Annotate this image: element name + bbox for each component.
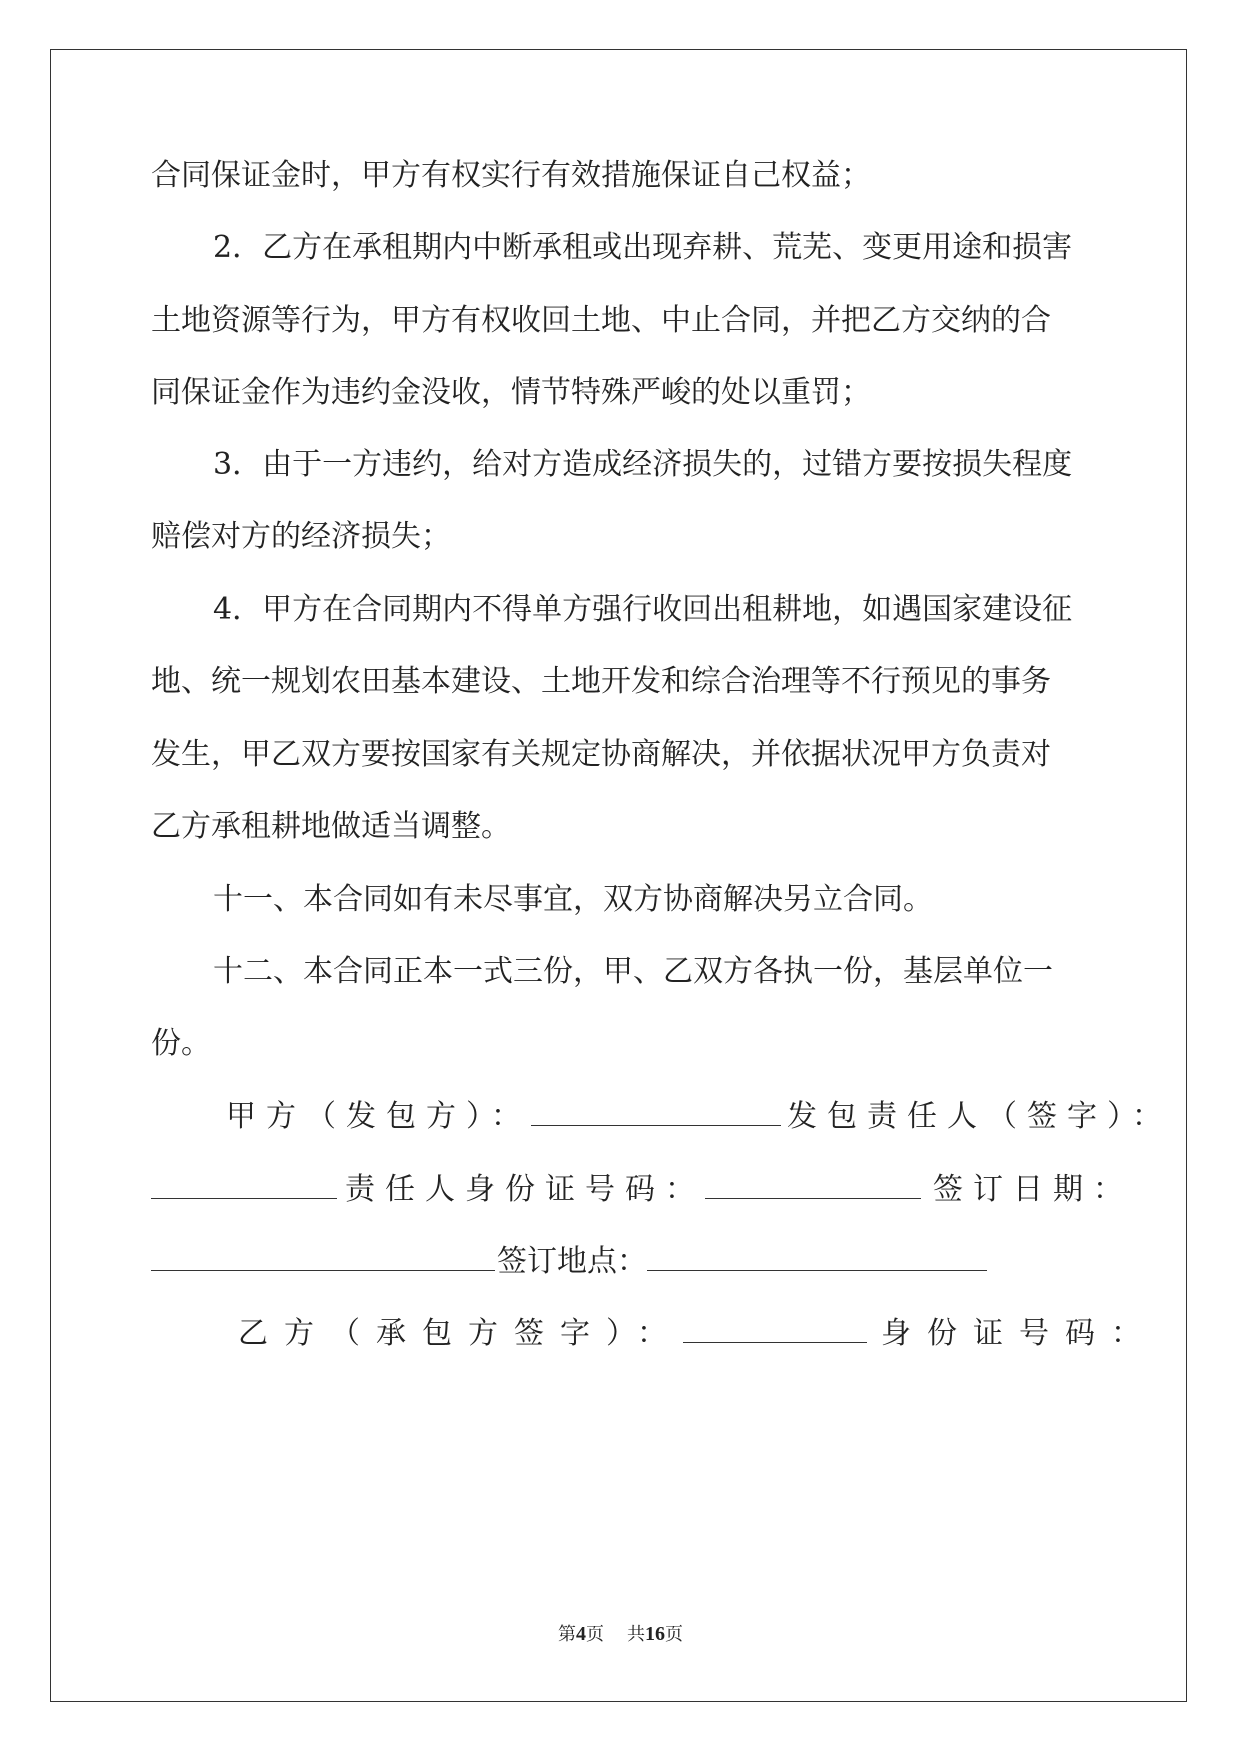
party-a-label: 甲方（发包方）： — [226, 1099, 531, 1134]
sign-place-blank[interactable] — [647, 1244, 987, 1271]
footer-total-suffix: 页 — [664, 1624, 683, 1645]
paragraph-line: 2．乙方在承租期内中断承租或出现弃耕、荒芜、变更用途和损害 — [213, 230, 1073, 265]
paragraph-line: 乙方承租耕地做适当调整。 — [151, 809, 511, 844]
paragraph-line: 同保证金作为违约金没收，情节特殊严峻的处以重罚； — [151, 375, 871, 410]
paragraph-line: 地、统一规划农田基本建设、土地开发和综合治理等不行预见的事务 — [151, 664, 1051, 699]
footer-page-number: 4 — [576, 1623, 587, 1645]
sign-date-label: 签订日期： — [933, 1172, 1133, 1207]
paragraph-line: 土地资源等行为，甲方有权收回土地、中止合同，并把乙方交纳的合 — [151, 303, 1051, 338]
responsible-label: 发包责任人（签字）： — [787, 1099, 1172, 1134]
id-blank[interactable] — [705, 1172, 921, 1199]
paragraph-line: 赔偿对方的经济损失； — [151, 519, 451, 554]
signature-row-2 — [151, 1172, 1133, 1208]
party-a-blank[interactable] — [531, 1099, 781, 1126]
signature-row-3 — [151, 1244, 987, 1280]
paragraph-line: 3．由于一方违约，给对方造成经济损失的，过错方要按损失程度 — [213, 447, 1073, 482]
party-b-blank[interactable] — [683, 1316, 867, 1343]
paragraph-line: 十一、本合同如有未尽事宜，双方协商解决另立合同。 — [213, 882, 933, 917]
paragraph-line: 份。 — [151, 1026, 211, 1061]
paragraph-line: 合同保证金时，甲方有权实行有效措施保证自己权益； — [151, 158, 871, 193]
responsible-blank[interactable] — [151, 1172, 337, 1199]
paragraph-line: 4．甲方在合同期内不得单方强行收回出租耕地，如遇国家建设征 — [213, 592, 1073, 627]
sign-place-label: 签订地点： — [497, 1244, 647, 1279]
page-border — [50, 49, 1187, 1702]
id-label: 责任人身份证号码： — [345, 1172, 705, 1207]
footer-total-pages: 16 — [644, 1623, 665, 1645]
party-b-label: 乙方（承包方签字）： — [238, 1316, 683, 1351]
signature-row-4 — [238, 1316, 1157, 1352]
paragraph-line: 十二、本合同正本一式三份，甲、乙双方各执一份，基层单位一 — [213, 954, 1053, 989]
party-b-id-label: 身份证号码： — [881, 1316, 1157, 1351]
footer-total-prefix: 共 — [626, 1624, 645, 1645]
footer-page-suffix: 页 — [586, 1624, 605, 1645]
signature-row-1 — [226, 1099, 1172, 1135]
page-footer — [0, 1620, 1241, 1646]
paragraph-line: 发生，甲乙双方要按国家有关规定协商解决，并依据状况甲方负责对 — [151, 737, 1051, 772]
sign-date-blank[interactable] — [151, 1244, 495, 1271]
footer-prefix: 第 — [558, 1624, 577, 1645]
